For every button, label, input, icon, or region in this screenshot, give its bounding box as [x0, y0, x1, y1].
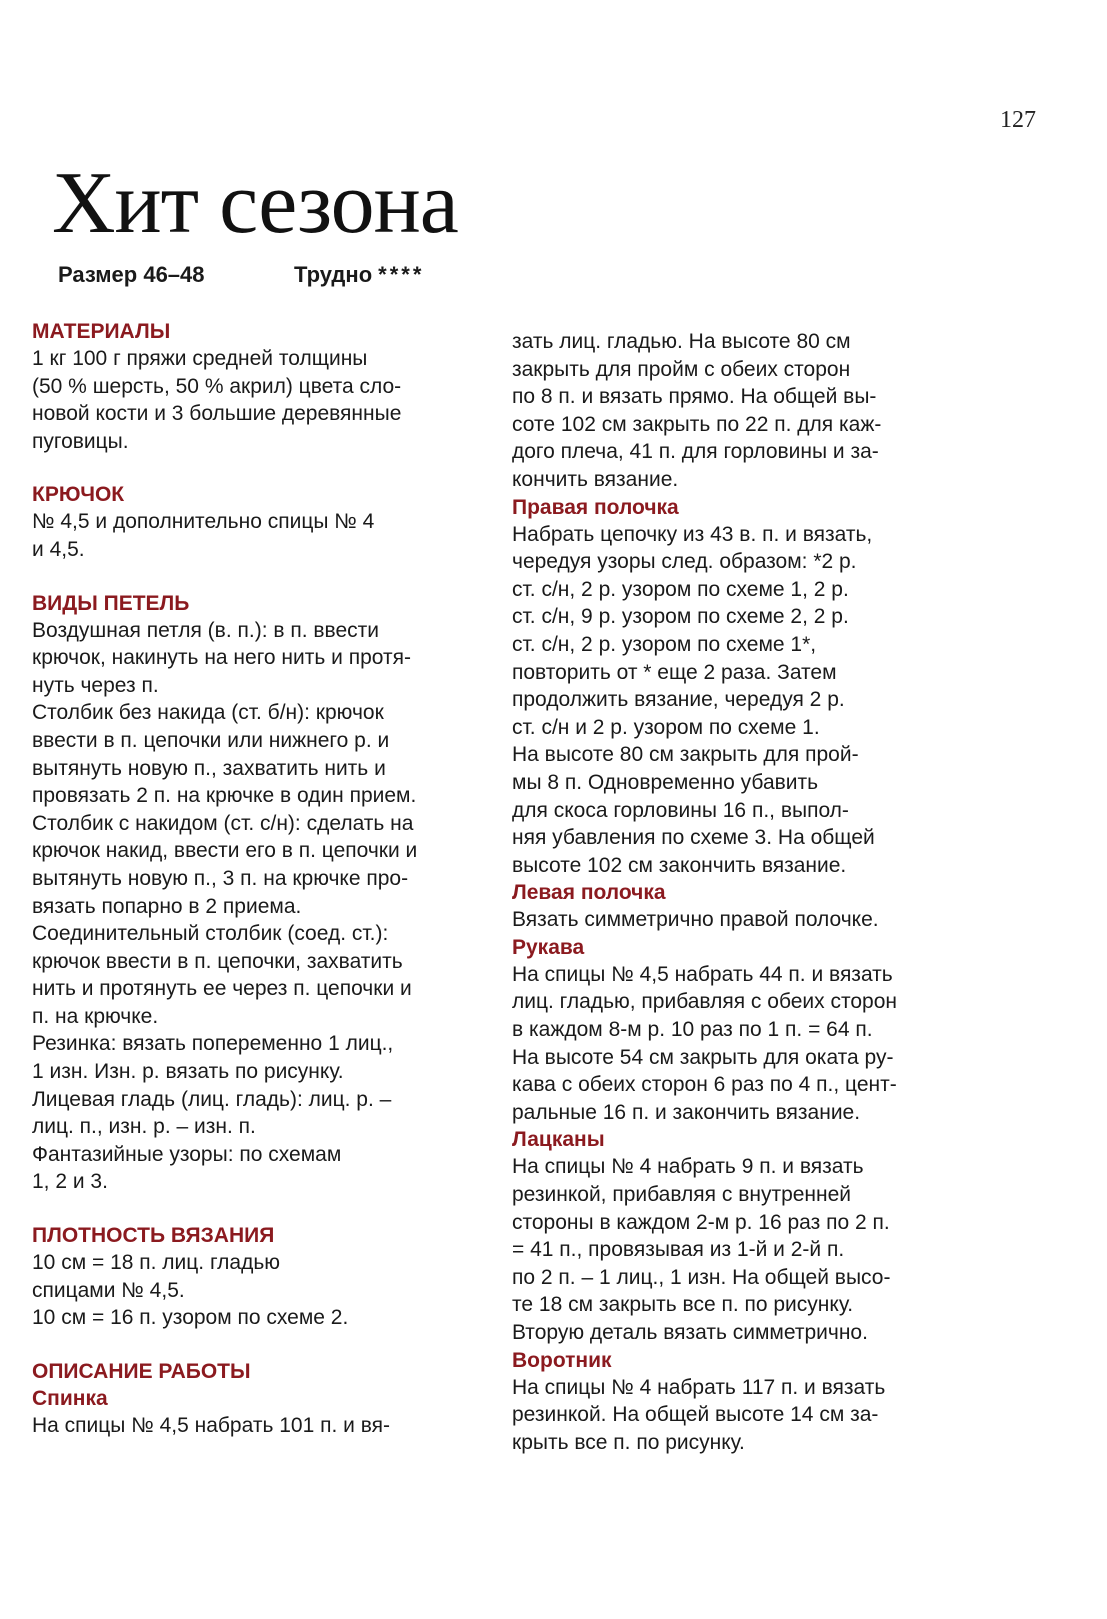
text-line: стороны в каждом 2-м р. 16 раз по 2 п.	[512, 1210, 890, 1234]
text-line: новой кости и 3 большие деревянные	[32, 402, 402, 426]
stitches-heading: ВИДЫ ПЕТЕЛЬ	[32, 591, 190, 615]
difficulty-label	[294, 262, 424, 288]
gauge-heading: ПЛОТНОСТЬ ВЯЗАНИЯ	[32, 1224, 275, 1248]
size-label: Размер 46–48	[58, 262, 205, 287]
text-line: Соединительный столбик (соед. ст.):	[32, 922, 389, 946]
back-text	[32, 1412, 500, 1440]
right-front-section	[512, 494, 982, 880]
text-line: кава с обеих сторон 6 раз по 4 п., цент-	[512, 1073, 897, 1097]
hook-section	[32, 481, 500, 563]
text-line: крючок накид, ввести его в п. цепочки и	[32, 839, 418, 863]
text-line: высоте 102 см закончить вязание.	[512, 853, 847, 877]
text-line: Набрать цепочку из 43 в. п. и вязать,	[512, 522, 873, 546]
text-line: 1 изн. Изн. р. вязать по рисунку.	[32, 1060, 344, 1084]
text-line: вязать попарно в 2 приема.	[32, 894, 302, 918]
text-line: ст. с/н, 2 р. узором по схеме 1, 2 р.	[512, 577, 849, 601]
back-subheading: Спинка	[32, 1386, 108, 1410]
right-front-heading: Правая полочка	[512, 495, 679, 519]
text-line: мы 8 п. Одновременно убавить	[512, 770, 819, 794]
description-heading: ОПИСАНИЕ РАБОТЫ	[32, 1359, 251, 1383]
sleeves-text	[512, 961, 982, 1127]
left-front-section	[512, 879, 982, 934]
text-line: провязать 2 п. на крючке в один прием.	[32, 784, 417, 808]
text-line: 1 кг 100 г пряжи средней толщины	[32, 347, 368, 370]
text-line: крыть все п. по рисунку.	[512, 1430, 745, 1454]
text-line: зать лиц. гладью. На высоте 80 см	[512, 330, 851, 353]
text-line: няя убавления по схеме 3. На общей	[512, 826, 875, 850]
text-line: (50 % шерсть, 50 % акрил) цвета сло-	[32, 374, 402, 398]
collar-section	[512, 1347, 982, 1457]
text-line: На спицы № 4,5 набрать 44 п. и вязать	[512, 962, 893, 986]
text-line: Вязать симметрично правой полочке.	[512, 908, 879, 932]
lapels-text	[512, 1153, 982, 1346]
text-line: 10 см = 16 п. узором по схеме 2.	[32, 1306, 349, 1330]
text-line: На высоте 54 см закрыть для оката ру-	[512, 1045, 894, 1069]
gauge-text	[32, 1249, 500, 1332]
difficulty-stars: ****	[378, 262, 425, 287]
text-line: спицами № 4,5.	[32, 1278, 185, 1302]
text-line: в каждом 8-м р. 10 раз по 1 п. = 64 п.	[512, 1018, 873, 1042]
lapels-heading: Лацканы	[512, 1128, 605, 1152]
text-line: ст. с/н и 2 р. узором по схеме 1.	[512, 715, 820, 739]
materials-text	[32, 345, 500, 455]
description-section	[32, 1358, 500, 1440]
right-front-text	[512, 521, 982, 880]
text-line: те 18 см закрыть все п. по рисунку.	[512, 1293, 854, 1317]
text-line: Резинка: вязать попеременно 1 лиц.,	[32, 1032, 394, 1056]
hook-text	[32, 508, 500, 563]
text-line: чередуя узоры след. образом: *2 р.	[512, 550, 857, 574]
text-line: и 4,5.	[32, 537, 85, 561]
text-line: резинкой, прибавляя с внутренней	[512, 1183, 852, 1207]
hook-heading: КРЮЧОК	[32, 483, 125, 507]
text-line: вытянуть новую п., 3 п. на крючке про-	[32, 866, 409, 890]
back-continued-text	[512, 328, 982, 494]
difficulty-text: Трудно	[294, 262, 373, 287]
sleeves-heading: Рукава	[512, 935, 585, 959]
text-line: нуть через п.	[32, 673, 159, 697]
text-line: кончить вязание.	[512, 467, 679, 491]
text-line: резинкой. На общей высоте 14 см за-	[512, 1403, 879, 1427]
text-line: закрыть для пройм с обеих сторон	[512, 357, 851, 381]
text-line: лиц. п., изн. р. – изн. п.	[32, 1115, 256, 1139]
text-line: Воздушная петля (в. п.): в п. ввести	[32, 618, 379, 642]
left-front-heading: Левая полочка	[512, 881, 666, 905]
text-line: продолжить вязание, чередуя 2 р.	[512, 688, 845, 712]
text-line: п. на крючке.	[32, 1004, 159, 1028]
collar-heading: Воротник	[512, 1348, 612, 1372]
lapels-section	[512, 1126, 982, 1346]
text-line: для скоса горловины 16 п., выпол-	[512, 798, 849, 822]
text-line: На спицы № 4 набрать 9 п. и вязать	[512, 1155, 864, 1179]
left-column	[32, 318, 500, 1439]
left-front-text	[512, 906, 982, 934]
text-line: крючок ввести в п. цепочки, захватить	[32, 949, 403, 973]
text-line: На высоте 80 см закрыть для прой-	[512, 743, 859, 767]
text-line: ст. с/н, 9 р. узором по схеме 2, 2 р.	[512, 605, 849, 629]
text-line: Столбик без накида (ст. б/н): крючок	[32, 701, 384, 725]
sleeves-section	[512, 934, 982, 1127]
text-line: пуговицы.	[32, 429, 129, 453]
text-line: ст. с/н, 2 р. узором по схеме 1*,	[512, 632, 817, 656]
text-line: повторить от * еще 2 раза. Затем	[512, 660, 837, 684]
text-line: по 2 п. – 1 лиц., 1 изн. На общей высо-	[512, 1265, 891, 1289]
text-line: = 41 п., провязывая из 1-й и 2-й п.	[512, 1238, 845, 1262]
gauge-section	[32, 1222, 500, 1332]
text-line: № 4,5 и дополнительно спицы № 4	[32, 510, 375, 534]
materials-heading: МАТЕРИАЛЫ	[32, 320, 171, 343]
right-column	[512, 328, 982, 1456]
text-line: Лицевая гладь (лиц. гладь): лиц. р. –	[32, 1087, 392, 1111]
text-line: вытянуть новую п., захватить нить и	[32, 756, 386, 780]
text-line: нить и протянуть ее через п. цепочки и	[32, 977, 412, 1001]
text-line: 10 см = 18 п. лиц. гладью	[32, 1251, 281, 1275]
stitches-text	[32, 617, 500, 1196]
materials-section	[32, 318, 500, 455]
text-line: Столбик с накидом (ст. с/н): сделать на	[32, 811, 414, 835]
collar-text	[512, 1374, 982, 1457]
text-line: На спицы № 4,5 набрать 101 п. и вя-	[32, 1413, 390, 1437]
text-line: 1, 2 и 3.	[32, 1170, 108, 1194]
text-line: ввести в п. цепочки или нижнего р. и	[32, 728, 390, 752]
text-line: На спицы № 4 набрать 117 п. и вязать	[512, 1375, 886, 1399]
text-line: по 8 п. и вязать прямо. На общей вы-	[512, 385, 877, 409]
text-line: крючок, накинуть на него нить и протя-	[32, 646, 411, 670]
text-line: Вторую деталь вязать симметрично.	[512, 1321, 868, 1344]
text-line: ральные 16 п. и закончить вязание.	[512, 1100, 861, 1124]
stitches-section	[32, 590, 500, 1196]
page-number: 127	[1000, 107, 1036, 133]
text-line: лиц. гладью, прибавляя с обеих сторон	[512, 990, 898, 1014]
page-title: Хит сезона	[52, 155, 458, 252]
text-line: соте 102 см закрыть по 22 п. для каж-	[512, 412, 882, 436]
text-line: Фантазийные узоры: по схемам	[32, 1142, 342, 1166]
text-line: дого плеча, 41 п. для горловины и за-	[512, 440, 879, 464]
